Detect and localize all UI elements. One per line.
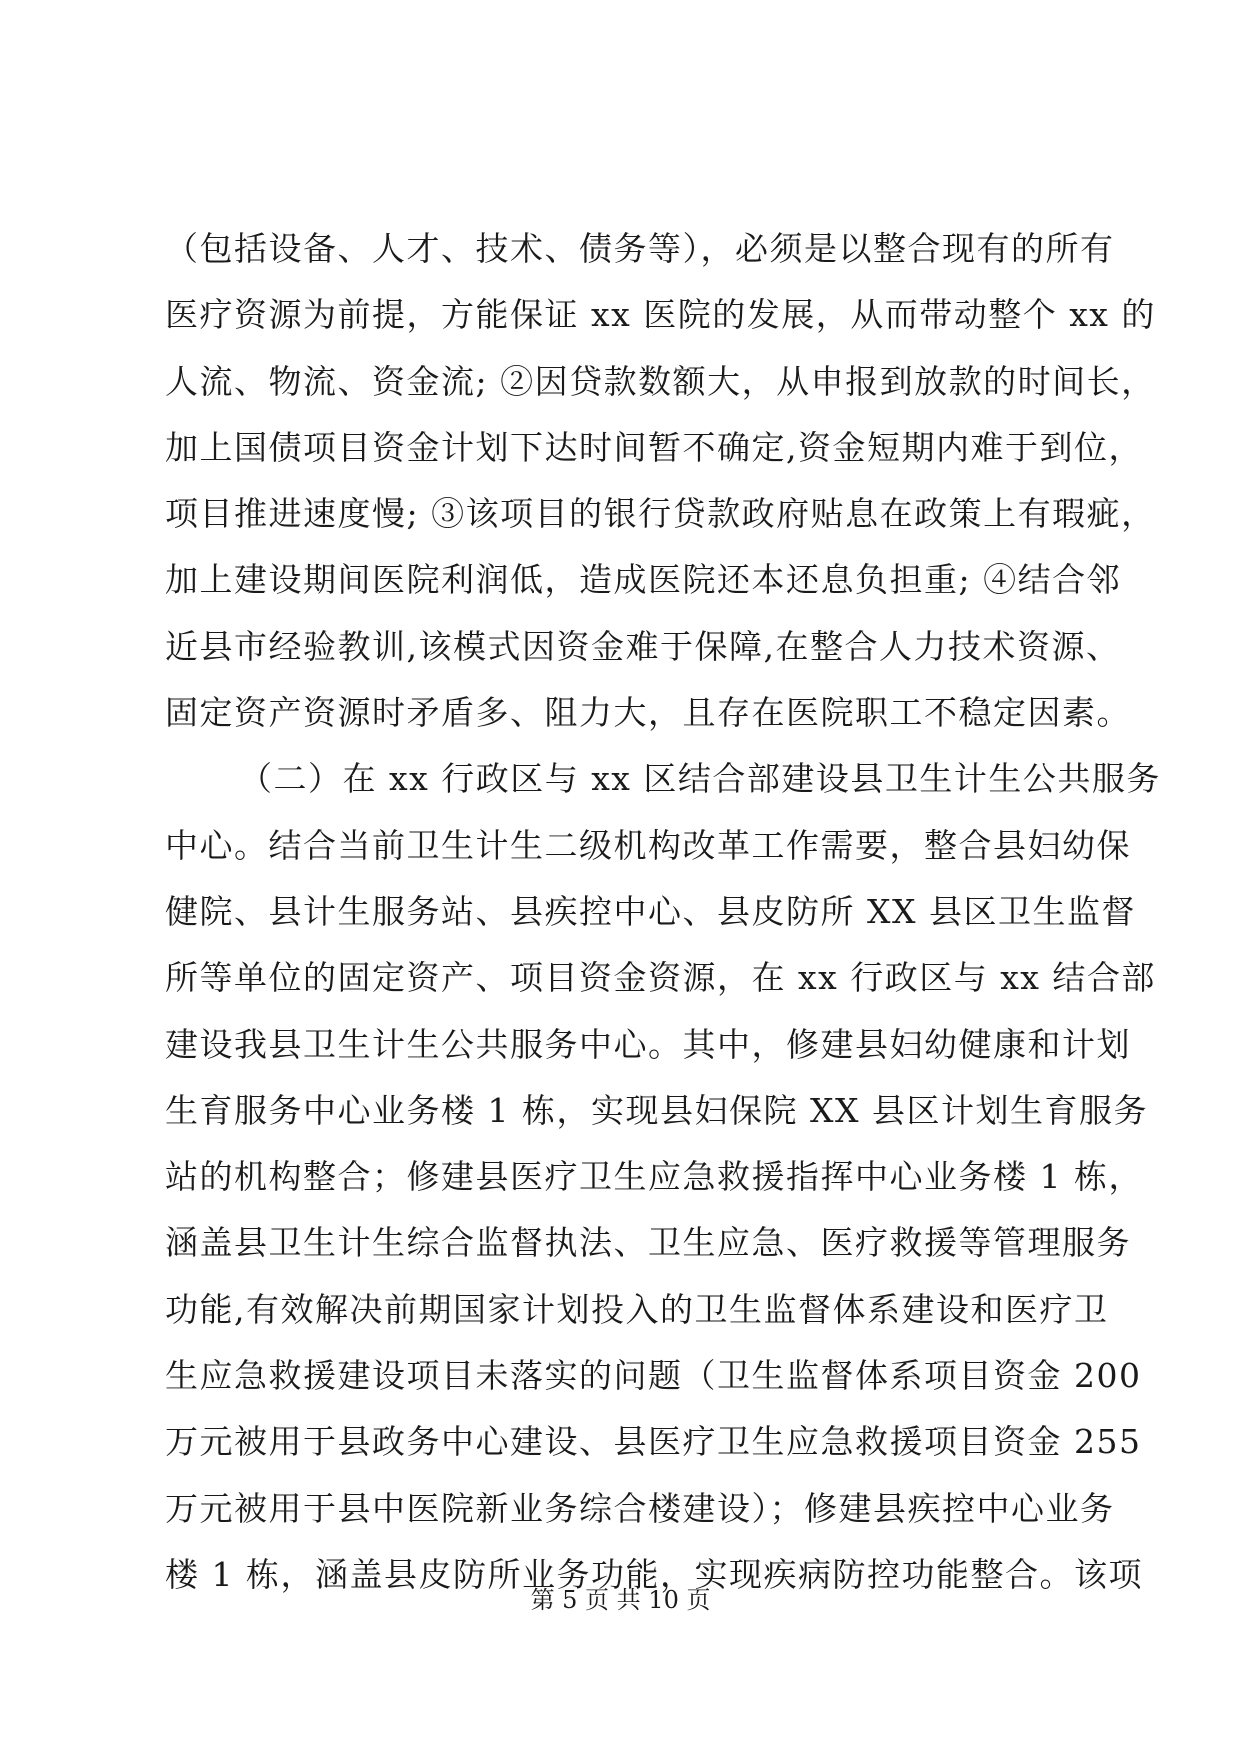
text-line: 功能,有效解决前期国家计划投入的卫生监督体系建设和医疗卫 xyxy=(165,1289,1109,1329)
text-line: 健院、县计生服务站、县疾控中心、县皮防所 XX 县区卫生监督 xyxy=(165,891,1136,931)
text-line: 生育服务中心业务楼 1 栋，实现县妇保院 XX 县区计划生育服务 xyxy=(165,1090,1148,1130)
text-line: 加上国债项目资金计划下达时间暂不确定,资金短期内难于到位， xyxy=(165,427,1143,467)
text-line: 加上建设期间医院利润低，造成医院还本还息负担重; ④结合邻 xyxy=(165,560,1122,600)
text-line: 中心。结合当前卫生计生二级机构改革工作需要，整合县妇幼保 xyxy=(165,825,1131,865)
text-line: 生应急救援建设项目未落实的问题（卫生监督体系项目资金 200 xyxy=(165,1356,1142,1396)
text-line: 固定资产资源时矛盾多、阻力大，且存在医院职工不稳定因素。 xyxy=(165,693,1131,733)
text-line: 近县市经验教训,该模式因资金难于保障,在整合人力技术资源、 xyxy=(165,626,1121,666)
text-line: 建设我县卫生计生公共服务中心。其中，修建县妇幼健康和计划 xyxy=(165,1024,1131,1064)
text-line: 万元被用于县中医院新业务综合楼建设）；修建县疾控中心业务 xyxy=(165,1488,1115,1528)
section-heading-line: （二）在 xx 行政区与 xx 区结合部建设县卫生计生公共服务 xyxy=(239,759,1161,799)
text-line: 楼 1 栋，涵盖县皮防所业务功能，实现疾病防控功能整合。该项 xyxy=(165,1554,1143,1594)
text-line: 人流、物流、资金流; ②因贷款数额大，从申报到放款的时间长， xyxy=(165,361,1156,401)
document-body xyxy=(165,228,1161,1620)
text-line: 项目推进速度慢; ③该项目的银行贷款政府贴息在政策上有瑕疵， xyxy=(165,494,1156,534)
text-line: （包括设备、人才、技术、债务等），必须是以整合现有的所有 xyxy=(165,229,1115,268)
text-line: 所等单位的固定资产、项目资金资源，在 xx 行政区与 xx 结合部 xyxy=(165,958,1156,998)
text-line: 涵盖县卫生计生综合监督执法、卫生应急、医疗救援等管理服务 xyxy=(165,1223,1131,1263)
text-line: 万元被用于县政务中心建设、县医疗卫生应急救援项目资金 255 xyxy=(165,1422,1142,1462)
text-line: 医疗资源为前提，方能保证 xx 医院的发展，从而带动整个 xx 的 xyxy=(165,295,1156,335)
page-number: 第 5 页 共 10 页 xyxy=(530,1586,711,1614)
text-line: 站的机构整合；修建县医疗卫生应急救援指挥中心业务楼 1 栋， xyxy=(165,1157,1143,1197)
